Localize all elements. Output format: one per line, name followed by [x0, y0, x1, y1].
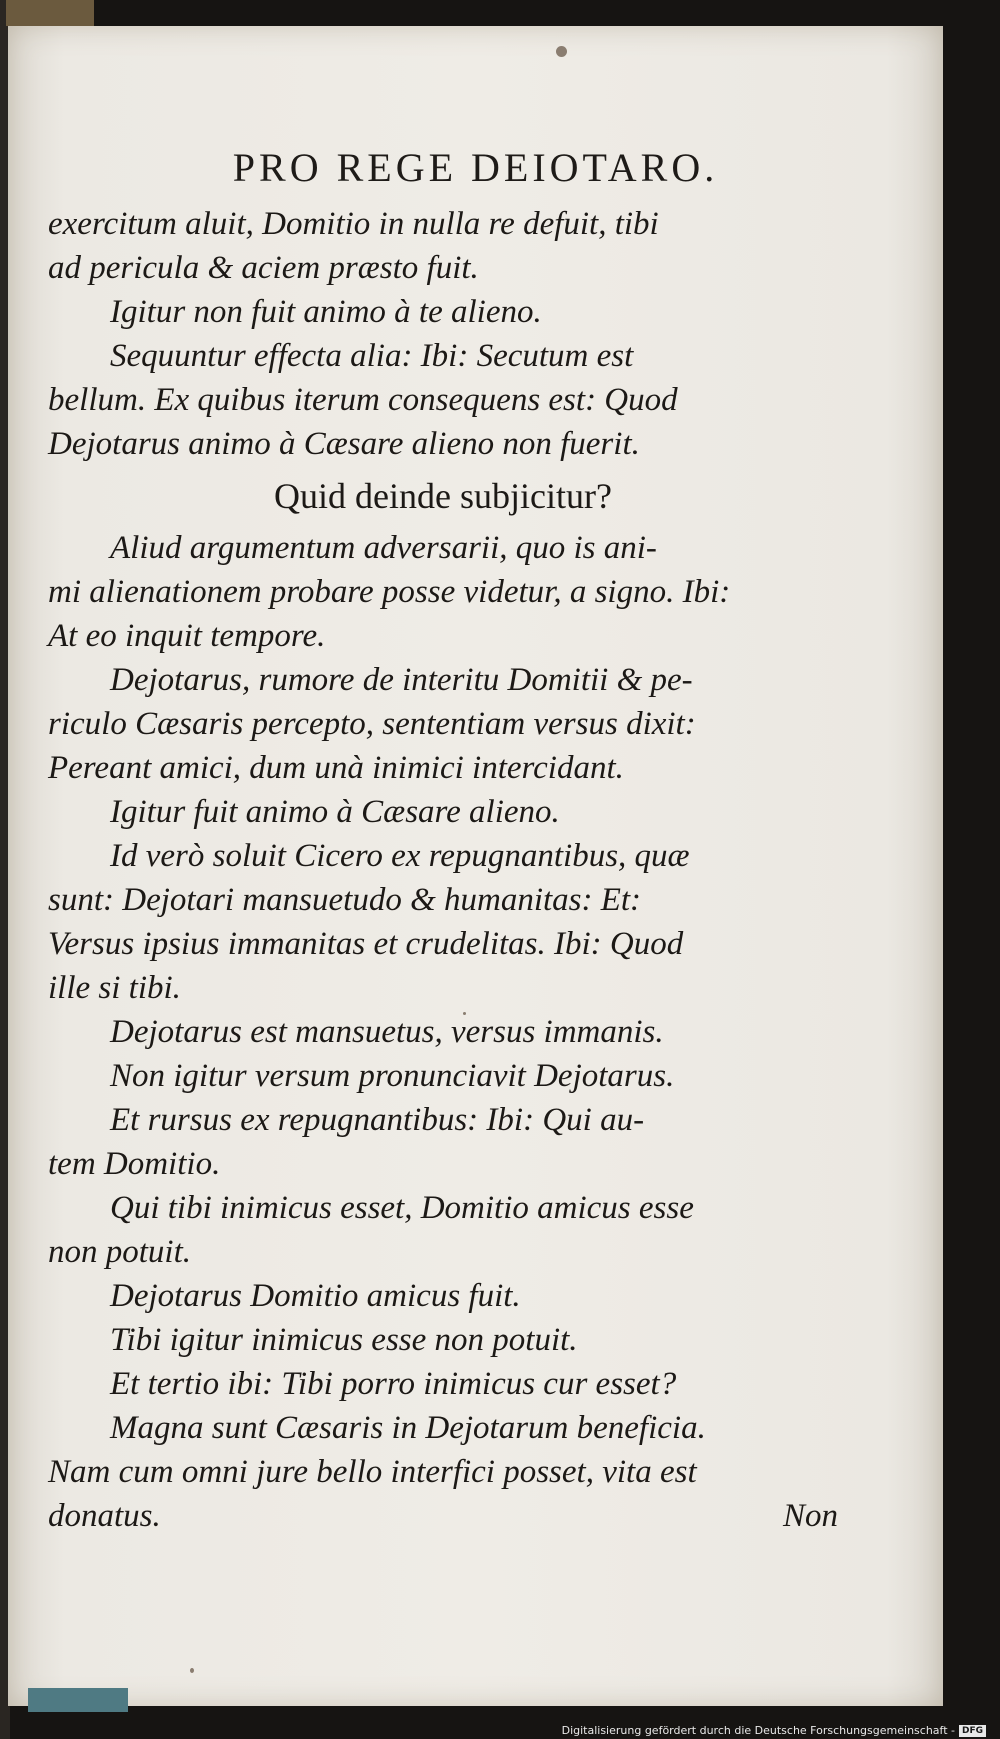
text-line: Tibi igitur inimicus esse non potuit.	[110, 1322, 578, 1358]
dfg-logo: DFG	[959, 1725, 986, 1737]
text-line-end: donatus.	[48, 1498, 161, 1534]
paper-spot	[556, 46, 567, 57]
text-line: ille si tibi.	[48, 970, 181, 1006]
text-line: Dejotarus, rumore de interitu Domitii & pe-	[110, 662, 693, 698]
text-line: Sequuntur effecta alia: Ibi: Secutum est	[110, 338, 634, 374]
text-line: At eo inquit tempore.	[48, 618, 326, 654]
text-line: Non igitur versum pronunciavit Dejotarus.	[110, 1058, 675, 1094]
text-line: sunt: Dejotari mansuetudo & humanitas: Et:	[48, 882, 642, 918]
text-line: Magna sunt Cæsaris in Dejotarum beneficia.	[110, 1410, 706, 1446]
credit-text: Digitalisierung gefördert durch die Deutsche Forschungsgemeinschaft -	[561, 1724, 955, 1737]
catchword: Non	[782, 1498, 838, 1534]
text-line: Id verò soluit Cicero ex repugnantibus, quæ	[110, 838, 690, 874]
text-line: Nam cum omni jure bello interfici posset, vita est	[48, 1454, 697, 1490]
last-text-line	[48, 1494, 838, 1538]
text-line: mi alienationem probare posse videtur, a signo. Ibi:	[48, 574, 731, 610]
text-line: Dejotarus animo à Cæsare alieno non fuerit.	[48, 426, 640, 462]
bookmark-ribbon	[28, 1688, 128, 1712]
text-line: Igitur non fuit animo à te alieno.	[110, 294, 542, 330]
text-line: Aliud argumentum adversarii, quo is ani-	[110, 530, 657, 566]
page-text-block	[48, 202, 838, 1538]
text-line: Et tertio ibi: Tibi porro inimicus cur esset?	[110, 1366, 677, 1402]
text-line: Et rursus ex repugnantibus: Ibi: Qui au-	[110, 1102, 645, 1138]
text-line: Versus ipsius immanitas et crudelitas. Ibi: Quod	[48, 926, 684, 962]
text-line: Qui tibi inimicus esset, Domitio amicus esse	[110, 1190, 694, 1226]
digitization-credit	[562, 1724, 986, 1737]
book-page	[8, 26, 943, 1706]
text-line: Dejotarus Domitio amicus fuit.	[110, 1278, 521, 1314]
binding-corner	[6, 0, 94, 26]
text-line: non potuit.	[48, 1234, 192, 1270]
text-line: Dejotarus est mansuetus, versus immanis.	[110, 1014, 664, 1050]
running-title: PRO REGE DEIOTARO.	[232, 145, 719, 190]
text-line: Igitur fuit animo à Cæsare alieno.	[110, 794, 560, 830]
text-line: exercitum aluit, Domitio in nulla re defuit, tibi	[48, 206, 659, 242]
text-line: ad pericula & aciem præsto fuit.	[48, 250, 479, 286]
text-line: riculo Cæsaris percepto, sententiam versus dixit:	[48, 706, 696, 742]
section-heading: Quid deinde subjicitur?	[274, 476, 612, 516]
text-line: Pereant amici, dum unà inimici intercidant.	[48, 750, 624, 786]
text-line: bellum. Ex quibus iterum consequens est: Quod	[48, 382, 678, 418]
paper-spot	[190, 1668, 194, 1673]
text-line: tem Domitio.	[48, 1146, 221, 1182]
